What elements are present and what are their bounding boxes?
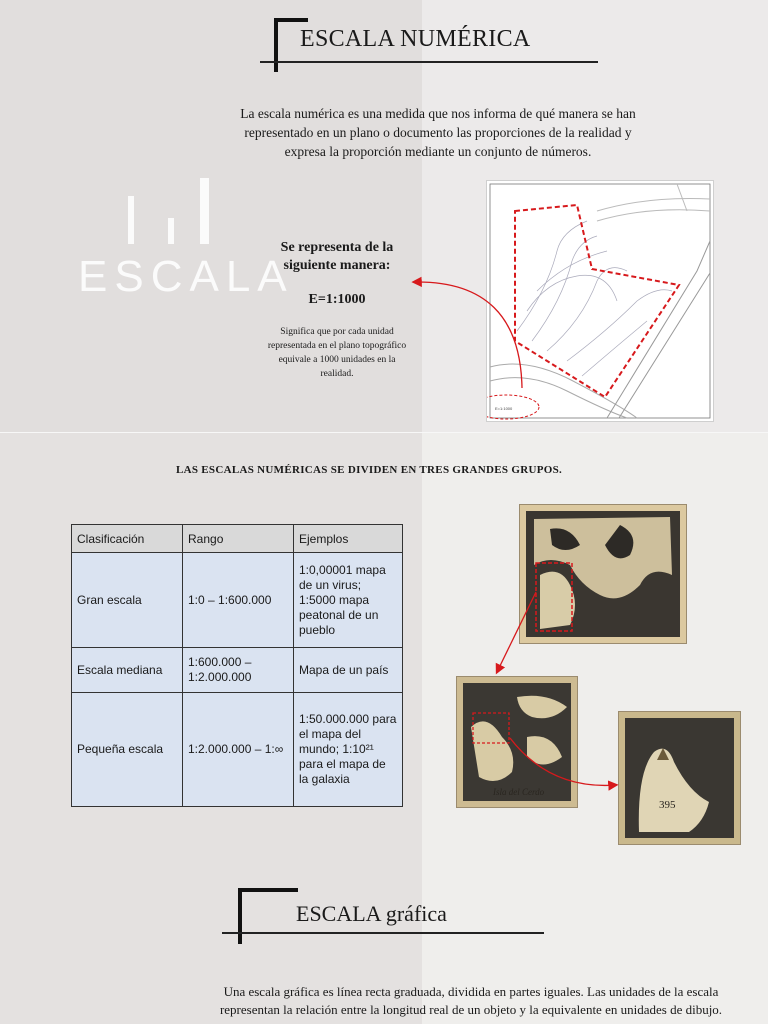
table-header-row [72,525,403,553]
treasure-map-medium [456,676,578,808]
treasure-map-detail [618,711,741,845]
intro-text: La escala numérica es una medida que nos informa de qué manera se han representado en un plano o documento las proporciones de la realidad y expresa la proporción mediante un conjunto de números. [240,106,636,159]
represent-title: Se representa de la siguiente manera: [280,240,394,273]
table-row [72,553,403,648]
title-bracket-top [274,18,308,22]
title-bracket [238,888,242,944]
formula-note: Significa que por cada unidad representada en el plano topográfico equivale a 1000 unidades en la realidad. [267,327,407,379]
header-range: Rango [183,525,294,553]
title-underline [260,61,598,63]
plan-scale-label: E=1:1000 [495,406,513,411]
table-row [72,693,403,807]
title-underline [222,932,544,934]
topographic-plan [486,180,714,422]
title-bracket-top [238,888,298,892]
cell-range: 1:600.000 – 1:2.000.000 [183,648,294,693]
table-row [72,648,403,693]
header-examples: Ejemplos [294,525,403,553]
classification-table [71,524,403,807]
cell-examples: 1:50.000.000 para el mapa del mundo; 1:10²¹ para el mapa de la galaxia [294,693,403,807]
cell-range: 1:0 – 1:600.000 [183,553,294,648]
cell-classification: Escala mediana [72,648,183,693]
cell-examples: Mapa de un país [294,648,403,693]
logo-text: ESCALA [78,252,294,301]
groups-heading: LAS ESCALAS NUMÉRICAS SE DIVIDEN EN TRES GRANDES GRUPOS. [175,464,563,476]
page-title: ESCALA NUMÉRICA [300,26,531,52]
treasure-map-large [519,504,687,644]
cell-classification: Gran escala [72,553,183,648]
section-title: ESCALA gráfica [296,901,447,926]
cell-classification: Pequeña escala [72,693,183,807]
map-island-label: Isla del Cerdo [493,787,545,797]
title-bracket [274,18,278,72]
map-number-label: 395 [659,799,676,811]
cell-examples: 1:0,00001 mapa de un virus; 1:5000 mapa peatonal de un pueblo [294,553,403,648]
cell-range: 1:2.000.000 – 1:∞ [183,693,294,807]
graphic-scale-text: Una escala gráfica es línea recta graduada, dividida en partes iguales. Las unidades de la escala representan la relación entre la longitud real de un objeto y la equivalente en unidades de dibujo. [219,984,723,1017]
header-classification: Clasificación [72,525,183,553]
scale-formula: E=1:1000 [308,292,366,307]
